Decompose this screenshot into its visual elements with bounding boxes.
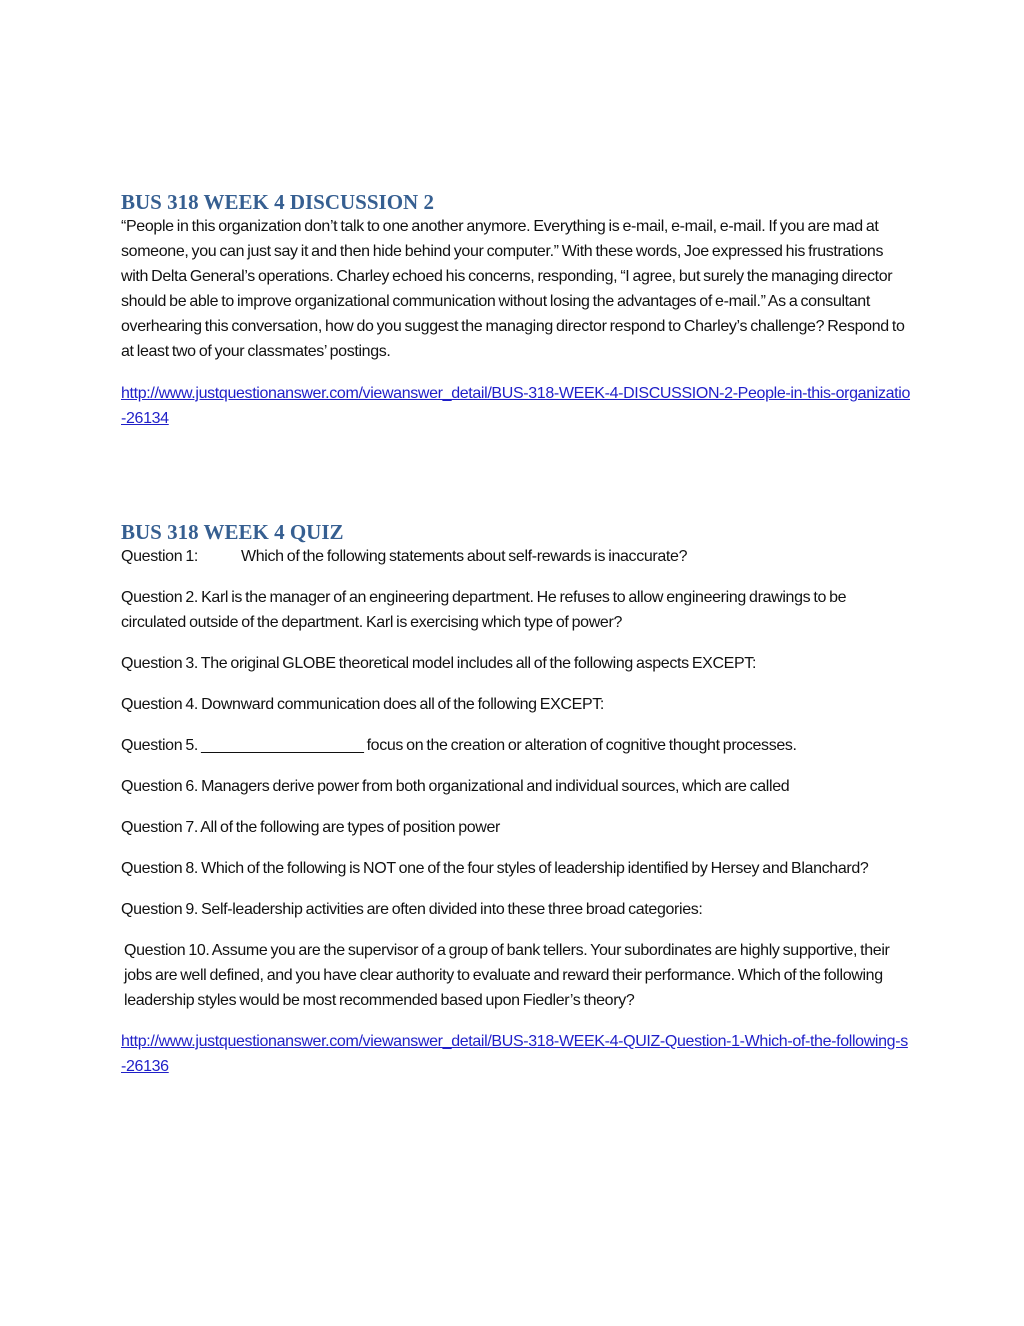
quiz-question-7: Question 7. All of the following are types of position power	[121, 819, 501, 836]
document-page	[121, 190, 911, 1096]
question-1-label: Question 1:	[121, 548, 198, 565]
quiz-question-4: Question 4. Downward communication does all of the following EXCEPT:	[121, 696, 605, 713]
discussion-heading: BUS 318 WEEK 4 DISCUSSION 2	[121, 190, 434, 214]
quiz-question-3: Question 3. The original GLOBE theoretical model includes all of the following aspects EXCEPT:	[121, 655, 757, 672]
quiz-question-6: Question 6. Managers derive power from both organizational and individual sources, which are called	[121, 778, 790, 795]
discussion-body: “People in this organization don’t talk to one another anymore. Everything is e-mail, e-mail, e-mail. If you are mad at someone, you can just say it and then hide behind your computer.” With these words, Joe expressed his frustrations with Delta General’s operations. Charley echoed his concerns, responding, “I agree, but surely the managing director should be able to improve organizational communication without losing the advantages of e-mail.” As a consultant overhearing this conversation, how do you suggest the managing director respond to Charley’s challenge? Respond to at least two of your classmates’ postings.	[121, 218, 905, 360]
discussion-answer-link[interactable]: http://www.justquestionanswer.com/viewanswer_detail/BUS-318-WEEK-4-DISCUSSION-2-People-in-this-organizatio-26134	[121, 385, 911, 427]
question-1-text: Which of the following statements about self-rewards is inaccurate?	[241, 548, 688, 565]
quiz-question-8: Question 8. Which of the following is NOT one of the four styles of leadership identified by Hersey and Blanchard?	[121, 860, 869, 877]
quiz-question-9: Question 9. Self-leadership activities are often divided into these three broad categories:	[121, 901, 703, 918]
quiz-question-5: Question 5. ___________________ focus on the creation or alteration of cognitive thought processes.	[121, 737, 797, 754]
quiz-question-1	[121, 544, 911, 569]
section-spacer	[121, 448, 911, 520]
quiz-heading: BUS 318 WEEK 4 QUIZ	[121, 520, 344, 544]
quiz-question-2: Question 2. Karl is the manager of an engineering department. He refuses to allow engineering drawings to be circulated outside of the department. Karl is exercising which type of power?	[121, 589, 847, 631]
quiz-answer-link[interactable]: http://www.justquestionanswer.com/viewanswer_detail/BUS-318-WEEK-4-QUIZ-Question-1-Which-of-the-following-s-26136	[121, 1033, 908, 1075]
quiz-question-10: Question 10. Assume you are the supervisor of a group of bank tellers. Your subordinates are highly supportive, their jobs are well defined, and you have clear authority to evaluate and reward their performance. Which of the following leadership styles would be most recommended based upon Fiedler’s theory?	[124, 942, 890, 1009]
